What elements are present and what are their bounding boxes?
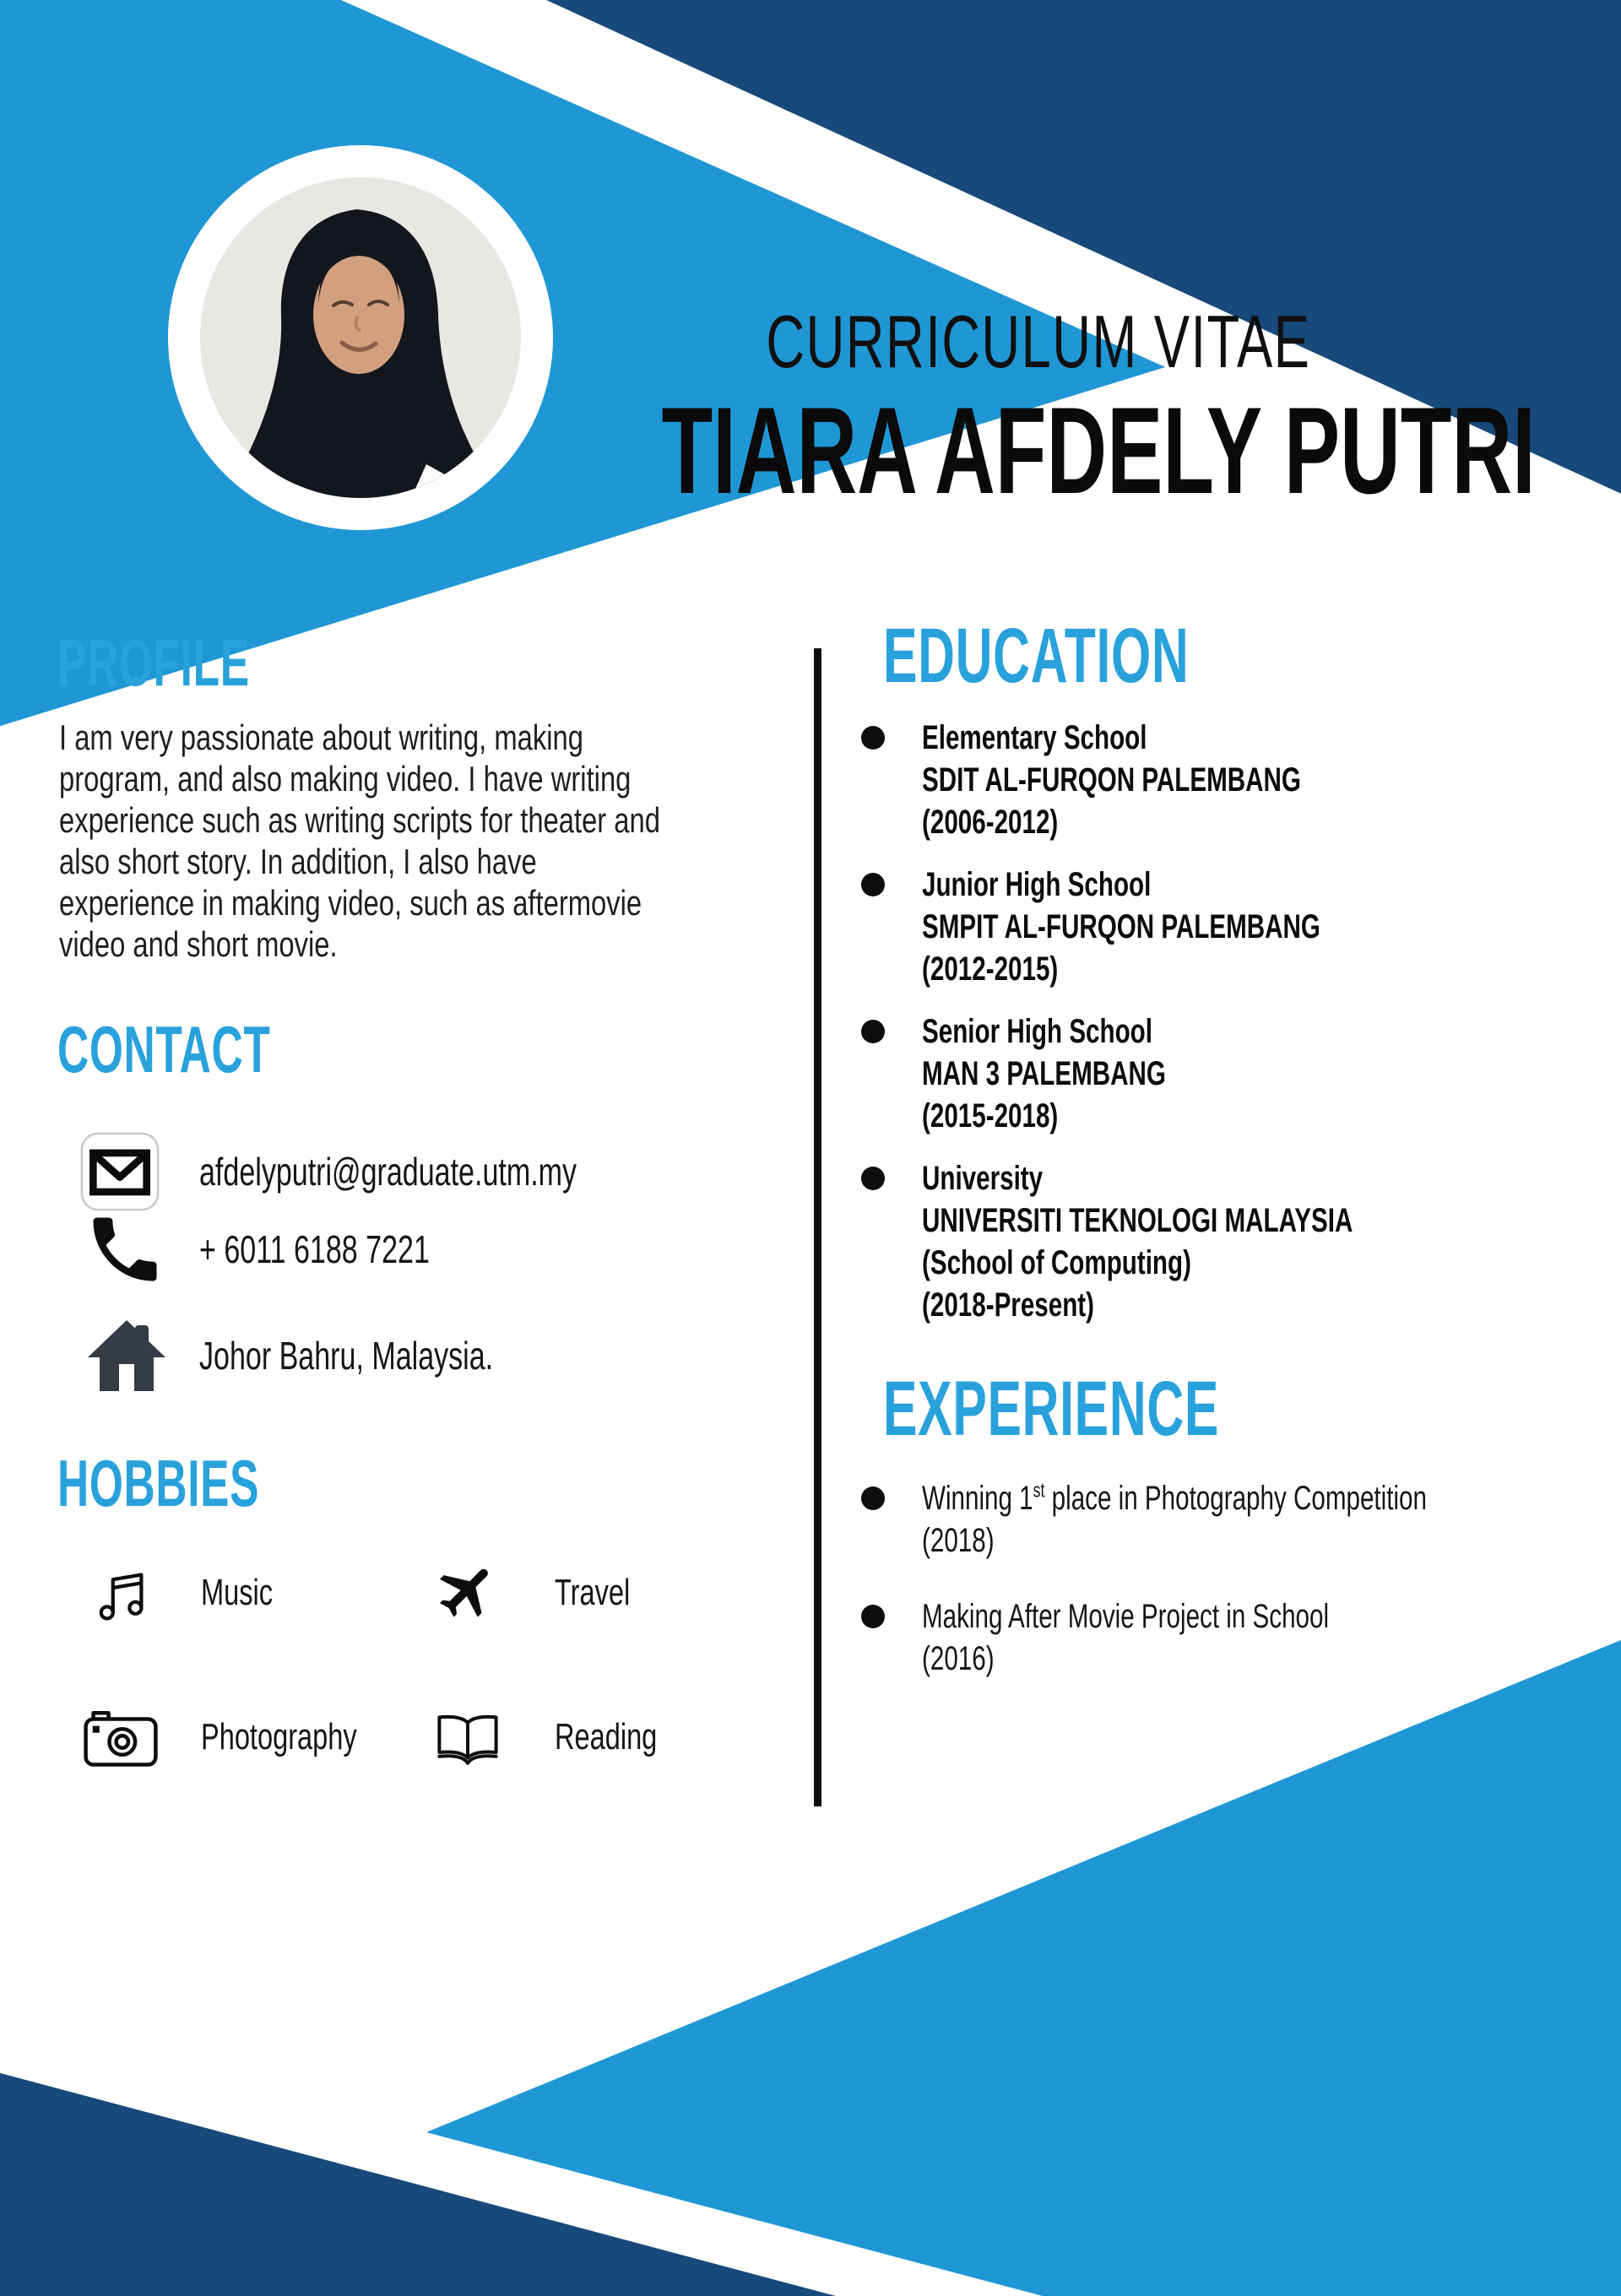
education-school: SDIT AL-FURQON PALEMBANG	[922, 761, 1301, 799]
bullet-icon	[861, 726, 885, 750]
airplane-icon	[434, 1557, 501, 1625]
experience-year: (2016)	[922, 1640, 995, 1677]
profile-text: I am very passionate about writing, making program, and also making video. I have writing experience such as writing scripts for theater and also short story. In addition, I also have experience in making video, such as aftermovie video and short movie.	[59, 718, 660, 964]
education-item	[861, 1010, 1587, 1137]
person-name: TIARA AFDELY PUTRI	[661, 382, 1536, 519]
contact-location: Johor Bahru, Malaysia.	[199, 1334, 494, 1378]
education-school: MAN 3 PALEMBANG	[922, 1055, 1166, 1092]
home-icon	[83, 1313, 171, 1398]
education-level: Junior High School	[922, 866, 1152, 903]
experience-line1: Making After Movie Project in School	[922, 1598, 1330, 1635]
bullet-icon	[861, 1167, 885, 1190]
bullet-icon	[861, 873, 885, 896]
bullet-icon	[861, 1020, 885, 1043]
hobby-label-travel: Travel	[555, 1572, 631, 1613]
document-subtitle: CURRICULUM VITAE	[766, 300, 1311, 383]
column-divider	[814, 648, 821, 1806]
contact-heading: CONTACT	[57, 1012, 271, 1086]
open-book-icon	[434, 1710, 501, 1768]
education-school: UNIVERSITI TEKNOLOGI MALAYSIA	[922, 1202, 1353, 1239]
education-heading: EDUCATION	[883, 613, 1190, 699]
education-level: Senior High School	[922, 1013, 1152, 1050]
education-item	[861, 864, 1587, 990]
education-years: (2018-Present)	[922, 1286, 1095, 1324]
profile-heading: PROFILE	[57, 625, 250, 700]
contact-phone: + 6011 6188 7221	[199, 1227, 430, 1271]
hobby-label-music: Music	[201, 1572, 274, 1613]
experience-line1	[922, 1477, 1427, 1519]
experience-item	[861, 1477, 1587, 1562]
education-years: (2012-2015)	[922, 950, 1059, 988]
education-extra: (School of Computing)	[922, 1244, 1191, 1281]
experience-year: (2018)	[922, 1522, 995, 1559]
phone-icon	[83, 1207, 167, 1292]
experience-heading: EXPERIENCE	[883, 1366, 1220, 1452]
ordinal-superscript: st	[1033, 1479, 1045, 1503]
hobby-label-reading: Reading	[555, 1716, 658, 1757]
experience-item	[861, 1595, 1587, 1680]
title-block	[456, 0, 1621, 519]
hobbies-heading: HOBBIES	[57, 1446, 260, 1520]
education-level: University	[922, 1160, 1044, 1197]
camera-icon	[83, 1707, 159, 1769]
bullet-icon	[861, 1605, 885, 1628]
hobby-label-photography: Photography	[201, 1716, 357, 1757]
education-item	[861, 717, 1587, 843]
education-level: Elementary School	[922, 719, 1147, 756]
education-years: (2006-2012)	[922, 804, 1059, 841]
experience-text: place in Photography Competition	[1044, 1480, 1427, 1517]
education-school: SMPIT AL-FURQON PALEMBANG	[922, 908, 1320, 945]
mail-icon	[79, 1131, 160, 1212]
bullet-icon	[861, 1486, 885, 1510]
music-note-icon	[93, 1563, 152, 1624]
education-item	[861, 1157, 1587, 1326]
education-years: (2015-2018)	[922, 1097, 1059, 1134]
contact-email: afdelyputri@graduate.utm.my	[199, 1150, 577, 1194]
experience-text: Winning 1	[922, 1480, 1033, 1517]
